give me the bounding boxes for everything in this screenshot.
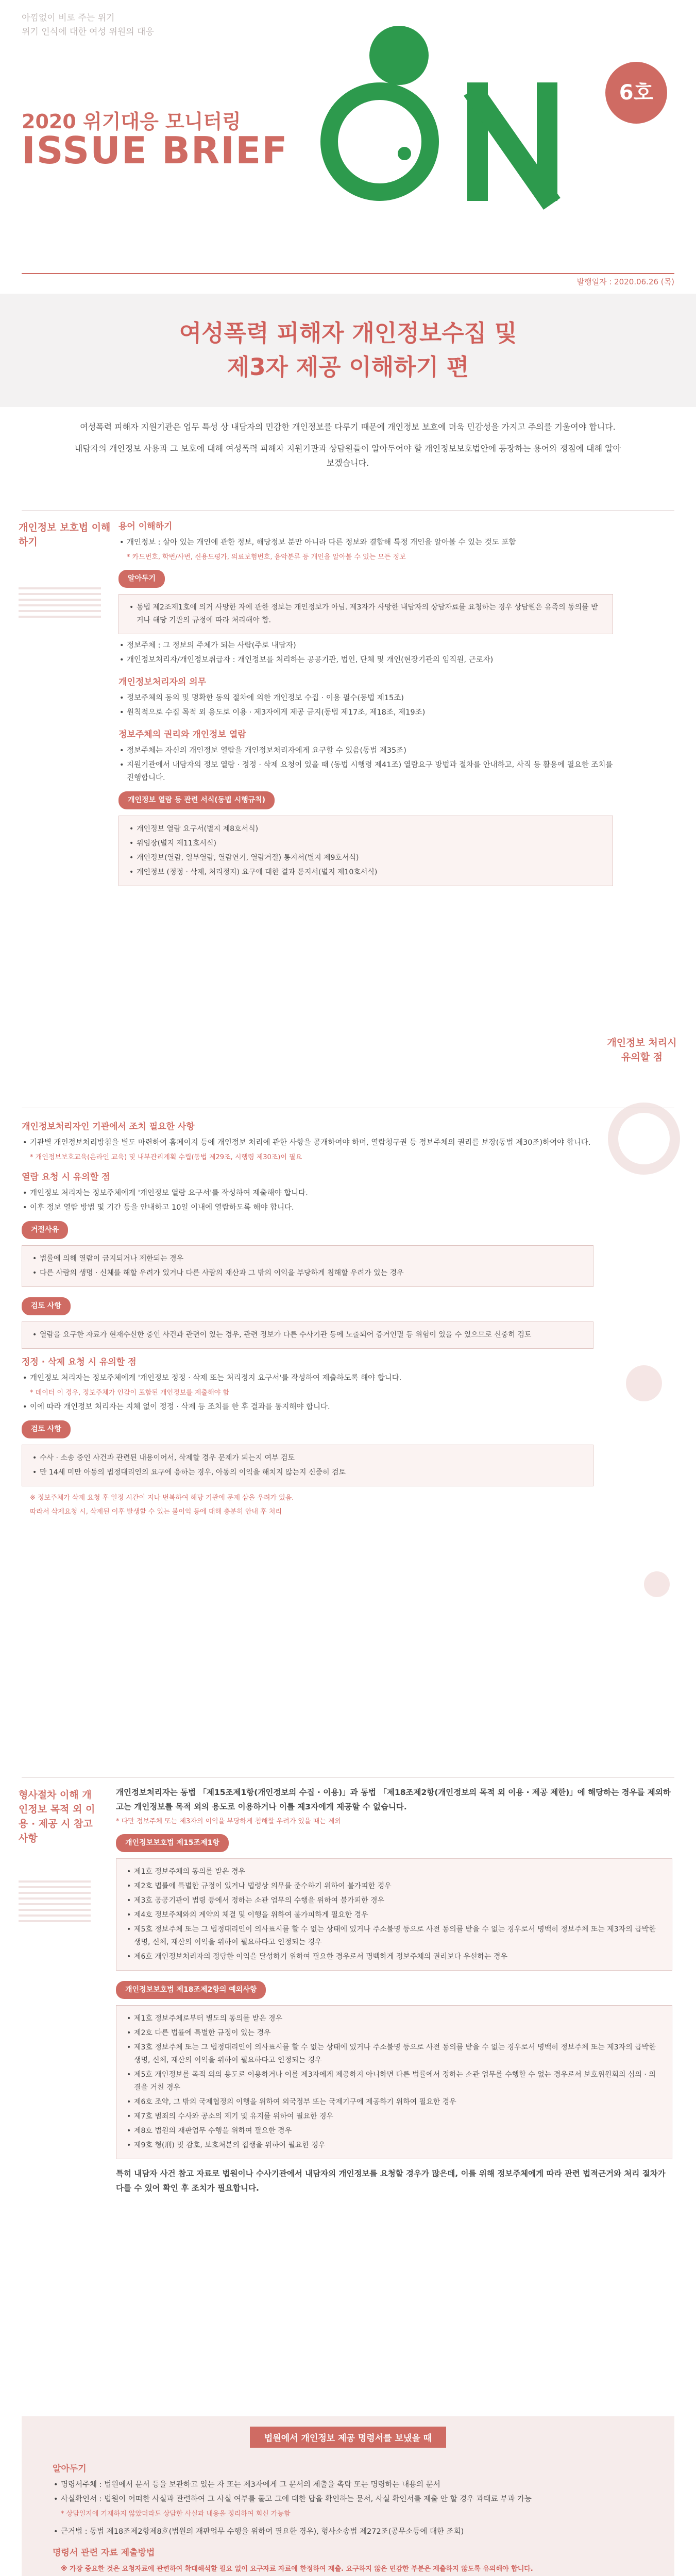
article15-item: • 제6호 개인정보처리자의 정당한 이익을 달성하기 위하여 필요한 경우로서 명백하게 정보주체의 권리보다 우선하는 경우 — [126, 1951, 663, 1963]
third-party-lead: 개인정보처리자는 동법 「제15조제1항(개인정보의 수집 · 이용)」과 동법 「제18조제2항(개인정보의 목적 외 이용 · 제공 제한)」에 해당하는 경우를 제외하고는 개인정보를 목적 외의 용도로 이용하거나 이를 제3자에게 제공할 수 없습니다. — [116, 1788, 671, 1811]
issue-number-badge: 6호 — [605, 62, 667, 124]
court-title: 법원에서 개인정보 제공 명령서를 보냈을 때 — [250, 2427, 446, 2448]
rights-1: • 정보주체는 자신의 개인정보 열람을 개인정보처리자에게 요구할 수 있음(동법 제35조) — [118, 744, 613, 757]
divider — [22, 510, 674, 511]
intro — [72, 420, 623, 478]
term-handler: • 개인정보처리자/개인정보취급자 : 개인정보를 처리하는 공공기관, 법인, 단체 및 개인(현장기관의 임직원, 근로자) — [118, 654, 613, 667]
term-personal-info: • 개인정보 : 살아 있는 개인에 관한 정보, 해당정보 분만 아니라 다른 정보와 결합해 특정 개인을 알아볼 수 있는 것도 포함 — [118, 536, 613, 549]
intro-paragraph-1: 여성폭력 피해자 지원기관은 업무 특성 상 내담자의 민감한 개인정보를 다루기 때문에 개인정보 보호에 더욱 민감성을 가지고 주의를 기울여야 합니다. — [80, 422, 616, 432]
sec2-note-1: ※ 정보주체가 삭제 요청 후 일정 시간이 지나 번복하여 해당 기관에 문제 삼을 우려가 있음. — [30, 1494, 294, 1502]
article15-item: • 제4호 정보주체와의 계약의 체결 및 이행을 위하여 불가피하게 필요한 경우 — [126, 1909, 663, 1922]
article18-item: • 제8호 법원의 재판업무 수행을 위하여 필요한 경우 — [126, 2125, 663, 2138]
intro-paragraph-2: 내담자의 개인정보 사용과 그 보호에 대해 여성폭력 피해자 지원기관과 상담원들이 알아두어야 할 개인정보보호법안에 등장하는 용어와 쟁점에 대해 알아보겠습니다. — [74, 444, 621, 468]
section-label-privacy-law: 개인정보 보호법 이해하기 — [19, 522, 111, 548]
decor-circle — [608, 1103, 680, 1175]
court-note: * 상담일지에 기재하지 않았더라도 상담한 사실과 내용을 정리하여 회신 가능함 — [61, 2510, 291, 2518]
limit-box — [22, 1245, 593, 1287]
term-subject: • 정보주체 : 그 정보의 주체가 되는 사람(주로 내담자) — [118, 639, 613, 652]
logo-bulb-icon — [369, 26, 429, 85]
term-personal-note: * 카드번호, 학번/사번, 신용도평가, 의료보험번호, 음악분류 등 개인을 알아볼 수 있는 모든 정보 — [127, 553, 406, 561]
correct-note: * 데이터 이 경우, 정보주체가 인감이 포함된 개인정보를 제출해야 함 — [30, 1389, 229, 1397]
form-item: • 위임장(별지 제11호서식) — [128, 837, 603, 850]
caution-1: • 개인정보 처리자는 정보주체에게 '개인정보 열람 요구서'를 작성하여 제출해야 합니다. — [22, 1187, 593, 1200]
notice-box — [118, 594, 613, 634]
page-title-line2: 제3자 제공 이해하기 편 — [227, 353, 469, 381]
article15-item: • 제3호 공공기관이 법령 등에서 정하는 소관 업무의 수행을 위하여 불가피한 경우 — [126, 1894, 663, 1907]
section-label-caution: 개인정보 처리시 유의할 점 — [607, 1037, 677, 1063]
forms-box — [118, 816, 613, 886]
heading-terms: 용어 이해하기 — [118, 521, 173, 532]
section-privacy-law — [118, 515, 613, 891]
court-body — [53, 2458, 645, 2576]
limit-pill: 거절사유 — [22, 1221, 68, 1239]
review-pill: 검토 사항 — [22, 1297, 71, 1315]
review2-1: • 수사 · 소송 중인 사건과 관련된 내용이어서, 삭제할 경우 문제가 되는지 여부 검토 — [31, 1452, 584, 1465]
article18-item: • 제3호 정보주체 또는 그 법정대리인이 의사표시를 할 수 없는 상태에 있거나 주소불명 등으로 사전 동의를 받을 수 없는 경우로서 명백히 정보주체 또는 제3자의 급박한 생명, 신체, 재산의 이익을 위하여 필요하다고 인정되는 경우 — [126, 2041, 663, 2067]
article15-item: • 제1호 정보주체의 동의를 받은 경우 — [126, 1866, 663, 1878]
third-party-closing: 특히 내담자 사건 참고 자료로 법원이나 수사기관에서 내담자의 개인정보를 요청할 경우가 많은데, 이를 위해 정보주체에게 따라 관련 법적근거와 처리 절차가 다를 수 있어 확인 후 조치가 필요합니다. — [116, 2169, 666, 2193]
article18-item: • 제7호 범죄의 수사와 공소의 제기 및 유지를 위하여 필요한 경우 — [126, 2110, 663, 2123]
review-1: • 열람을 요구한 자료가 현재수신한 중인 사건과 관련이 있는 경우, 관련 정보가 다른 수사기관 등에 노출되어 증거인멸 등 위험이 있을 수 있으므로 신중히 검토 — [31, 1329, 584, 1342]
date-bar — [0, 273, 696, 290]
review-box — [22, 1321, 593, 1349]
logo-dot — [398, 147, 411, 160]
date-divider — [22, 273, 674, 274]
heading-rights: 정보주체의 권리와 개인정보 열람 — [118, 730, 246, 740]
tagline-line-2: 위기 인식에 대한 여성 위원의 대응 — [22, 27, 154, 37]
article15-box — [116, 1858, 672, 1971]
on-logo — [320, 26, 599, 232]
court-basis: • 근거법 : 동법 제18조제2항제8호(법원의 재판업무 수행을 위하여 필요한 경우), 형사소송법 제272조(공무소등에 대한 조회) — [53, 2526, 645, 2538]
court-item: • 사실확인서 : 법원이 어떠한 사실과 관련하여 그 사실 여부를 물고 그에 대한 답을 확인하는 문서, 사실 확인서를 제출 안 할 경우 과태료 부과 가능 — [53, 2493, 645, 2506]
correct-2: • 이에 따라 개인정보 처리자는 지체 없이 정정 · 삭제 등 조치를 한 후 결과를 통지해야 합니다. — [22, 1401, 593, 1414]
org-note: * 개인정보보호교육(온라인 교육) 및 내부관리계획 수립(동법 제29조, 시행령 제30조)이 필요 — [30, 1154, 302, 1161]
decor-lines — [19, 1880, 91, 1926]
correct-1: • 개인정보 처리자는 정보주체에게 '개인정보 정정 · 삭제 또는 처리정지 요구서'를 작성하여 제출하도록 해야 합니다. — [22, 1372, 593, 1385]
limit-2: • 다른 사람의 생명 · 신체를 해할 우려가 있거나 다른 사람의 재산과 그 밖의 이익을 부당하게 침해할 우려가 있는 경우 — [31, 1267, 584, 1280]
decor-lines — [19, 587, 101, 621]
decor-bubble — [644, 1571, 670, 1597]
duty-2: • 원칙적으로 수집 목적 외 용도로 이용 · 제3자에게 제공 금지(동법 제17조, 제18조, 제19조) — [118, 706, 613, 719]
article18-box — [116, 2005, 672, 2159]
notice-text: • 동법 제2조제1호에 의거 사망한 자에 관한 정보는 개인정보가 아님. 제3자가 사망한 내담자의 상담자료를 요청하는 경우 상담원은 유족의 동의를 받거나 해당 기관의 규정에 따라 처리해야 함. — [128, 601, 603, 627]
header — [0, 0, 696, 289]
duty-1: • 정보주체의 동의 및 명확한 동의 절차에 의한 개인정보 수집 · 이용 필수(동법 제15조) — [118, 692, 613, 705]
section-caution — [22, 1115, 593, 1519]
header-year: 2020 위기대응 모니터링 — [22, 110, 241, 133]
form-item: • 개인정보(열람, 일부열람, 열람연기, 열람거절) 통지서(별지 제9호서식) — [128, 852, 603, 865]
court-item: • 명령서주체 : 법원에서 문서 등을 보관하고 있는 자 또는 제3자에게 그 문서의 제출을 촉탁 또는 명령하는 내용의 문서 — [53, 2479, 645, 2492]
review2-pill: 검토 사항 — [22, 1420, 71, 1438]
org-item: • 기관별 개인정보처리방침을 별도 마련하여 홈페이지 등에 개인정보 처리에 관한 사항을 공개하여야 하며, 열람청구권 등 정보주체의 권리를 보장(동법 제30조)하여야 합니다. — [22, 1137, 593, 1149]
article18-pill: 개인정보보호법 제18조제2항의 예외사항 — [116, 1981, 266, 1999]
notice-pill: 알아두기 — [118, 570, 165, 588]
court-notice-heading: 알아두기 — [53, 2464, 87, 2474]
decor-bubble — [626, 1365, 662, 1401]
publish-date: 발행일자 : 2020.06.26 (목) — [576, 277, 674, 286]
article18-item: • 제1호 정보주체로부터 별도의 동의를 받은 경우 — [126, 2012, 663, 2025]
sec2-note-2: 따라서 삭제요청 시, 삭제된 이후 발생할 수 있는 불이익 등에 대해 충분히 안내 후 처리 — [30, 1508, 282, 1516]
heading-org-measures: 개인정보처리자인 기관에서 조치 필요한 사항 — [22, 1122, 195, 1132]
page-title-line1: 여성폭력 피해자 개인정보수집 및 — [179, 319, 517, 347]
court-sample-heading: 명령서 관련 자료 제출방법 — [53, 2548, 155, 2558]
header-tagline — [22, 11, 154, 39]
header-issue-brief: ISSUE BRIEF — [22, 129, 288, 172]
heading-view-caution: 열람 요청 시 유의할 점 — [22, 1172, 110, 1182]
divider — [22, 1777, 674, 1778]
logo-n-right — [537, 82, 557, 201]
logo-o-ring — [320, 82, 439, 201]
article18-item: • 제2호 다른 법률에 특별한 규정이 있는 경우 — [126, 2027, 663, 2040]
review2-box — [22, 1445, 593, 1486]
caution-2: • 이후 정보 열람 방법 및 기간 등을 안내하고 10일 이내에 열람하도록 해야 합니다. — [22, 1201, 593, 1214]
court-title-wrap — [22, 2427, 674, 2448]
section-third-party — [116, 1785, 672, 2195]
title-box — [0, 294, 696, 407]
court-sample-note: ※ 가장 중요한 것은 요청자료에 관련하여 확대해석할 필요 없이 요구자료 자료에 한정하여 제출. 요구하지 않은 민감한 부분은 제출하지 않도록 유의해야 합니다. — [61, 2565, 533, 2573]
third-party-lead-note: * 다만 정보주체 또는 제3자의 이익을 부당하게 침해할 우려가 있을 때는 제외 — [116, 1818, 341, 1825]
article15-item: • 제2호 법률에 특별한 규정이 있거나 법령상 의무를 준수하기 위하여 불가피한 경우 — [126, 1880, 663, 1893]
article18-item: • 제6호 조약, 그 밖의 국제협정의 이행을 위하여 외국정부 또는 국제기구에 제공하기 위하여 필요한 경우 — [126, 2096, 663, 2109]
forms-pill: 개인정보 열람 등 관련 서식(동법 시행규칙) — [118, 791, 275, 809]
form-item: • 개인정보 (정정 · 삭제, 처리정지) 요구에 대한 결과 통지서(별지 제10호서식) — [128, 866, 603, 879]
review2-2: • 만 14세 미만 아동의 법정대리인의 요구에 응하는 경우, 아동의 이익을 해치지 않는지 신중히 검토 — [31, 1466, 584, 1479]
article18-item: • 제5호 개인정보를 목적 외의 용도로 이용하거나 이를 제3자에게 제공하지 아니하면 다른 법률에서 정하는 소관 업무를 수행할 수 없는 경우로서 보호위원회의 심의 · 의결을 거친 경우 — [126, 2069, 663, 2094]
article15-item: • 제5호 정보주체 또는 그 법정대리인이 의사표시를 할 수 없는 상태에 있거나 주소불명 등으로 사전 동의를 받을 수 없는 경우로서 명백히 정보주체 또는 제3자의 급박한 생명, 신체, 재산의 이익을 위하여 필요하다고 인정되는 경우 — [126, 1923, 663, 1949]
rights-2: • 지원기관에서 내담자의 정보 열람 · 정정 · 삭제 요청이 있을 때 (동법 시행령 제41조) 열람요구 방법과 절차를 안내하고, 사직 등 활용에 필요한 조치를 진행합니다. — [118, 759, 613, 785]
article15-pill: 개인정보보호법 제15조제1항 — [116, 1834, 229, 1852]
heading-correct-delete: 정정 · 삭제 요청 시 유의할 점 — [22, 1357, 137, 1367]
form-item: • 개인정보 열람 요구서(별지 제8호서식) — [128, 823, 603, 836]
limit-1: • 법률에 의해 열람이 금지되거나 제한되는 경우 — [31, 1252, 584, 1265]
heading-duty: 개인정보처리자의 의무 — [118, 677, 207, 687]
article18-item: • 제9호 형(刑) 및 감호, 보호처분의 집행을 위하여 필요한 경우 — [126, 2139, 663, 2152]
court-panel — [22, 2416, 674, 2576]
tagline-line-1: 아낌없이 비로 주는 위기 — [22, 13, 115, 23]
section-label-third-party: 형사절차 이해 개인정보 목적 외 이용 · 제공 시 참고사항 — [19, 1789, 95, 1844]
